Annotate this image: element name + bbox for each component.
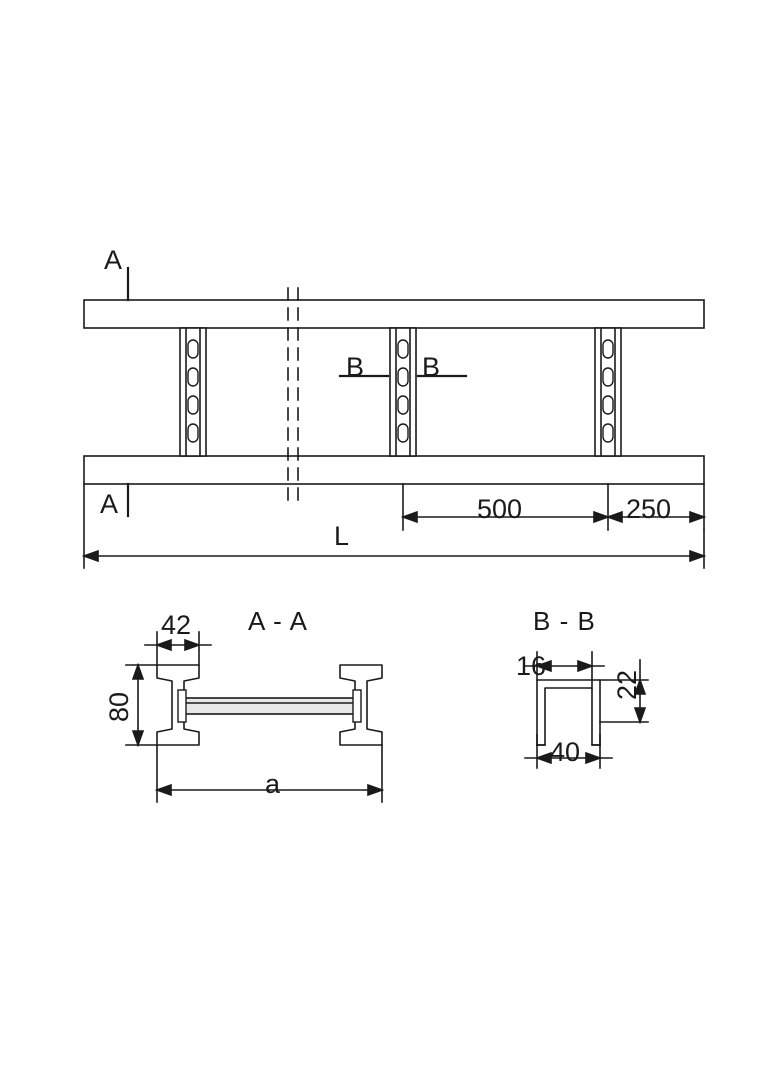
dim-label-250: 250 — [626, 494, 672, 524]
dim-label-42: 42 — [161, 610, 192, 640]
section-mark-label-b-left: B — [346, 352, 365, 382]
dim-L — [84, 484, 704, 568]
bottom-side-rail — [84, 456, 704, 484]
section-title-aa: A - A — [248, 606, 308, 636]
rung-1 — [180, 328, 206, 456]
section-aa-rung — [184, 698, 355, 714]
rung-2 — [390, 328, 416, 456]
dim-label-L: L — [334, 521, 350, 551]
section-title-bb: B - B — [533, 606, 596, 636]
top-side-rail — [84, 300, 704, 328]
dim-label-a: a — [265, 769, 281, 799]
rung-3 — [595, 328, 621, 456]
section-mark-label-a-top: A — [104, 245, 123, 275]
dim-label-40: 40 — [550, 737, 581, 767]
dim-label-80: 80 — [104, 691, 134, 722]
dim-label-16: 16 — [516, 651, 547, 681]
section-mark-label-a-bottom: A — [100, 489, 119, 519]
dim-label-500: 500 — [477, 494, 523, 524]
section-mark-label-b-right: B — [422, 352, 441, 382]
dim-label-22: 22 — [612, 669, 642, 700]
section-bb-profile — [537, 680, 600, 745]
